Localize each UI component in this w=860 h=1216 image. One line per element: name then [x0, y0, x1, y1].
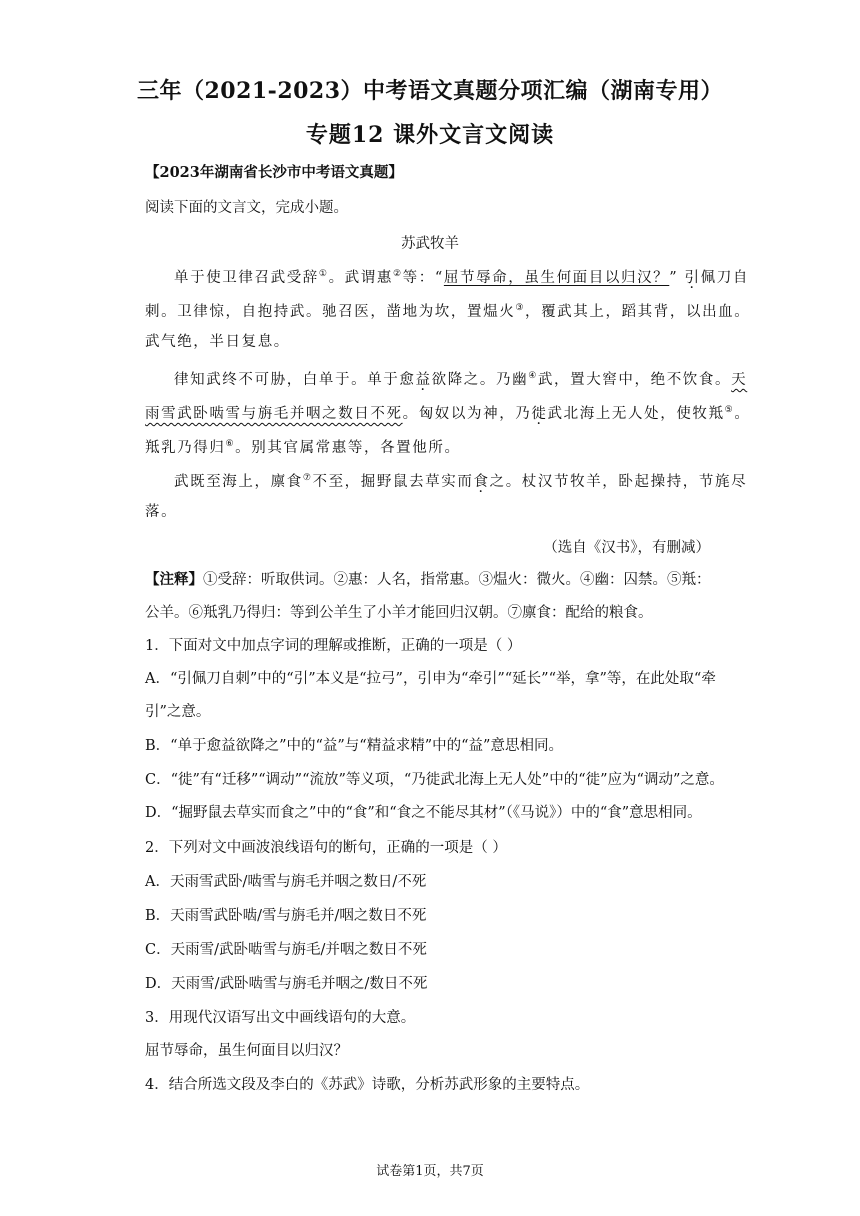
passage-p2-line2: 雨雪武卧啮雪与旃毛并咽之数日不死。匈奴以为神，乃徙武北海上无人处，使牧羝⑤。: [145, 405, 751, 422]
passage-title: 苏武牧羊: [401, 236, 459, 252]
question-1-option-b: B．“单于愈益欲降之”中的“益”与“精益求精”中的“益”意思相同。: [145, 738, 563, 754]
question-4: 4．结合所选文段及李白的《苏武》诗歌，分析苏武形象的主要特点。: [145, 1077, 590, 1093]
question-2: 2．下列对文中画波浪线语句的断句，正确的一项是（ ）: [145, 840, 507, 856]
question-3: 3．用现代汉语写出文中画线语句的大意。: [145, 1010, 416, 1026]
dotted-char-yin: 引: [684, 269, 701, 286]
dotted-char-yi: 益: [415, 371, 432, 388]
passage-p2-line3: 羝乳乃得归⑥。别其官属常惠等，各置他所。: [145, 439, 461, 456]
page-subtitle: 专题12 课外文言文阅读: [305, 122, 555, 148]
page-footer: 试卷第1页，共7页: [376, 1164, 484, 1179]
dotted-char-shi: 食: [473, 473, 490, 490]
question-2-option-c: C．天雨雪/武卧啮雪与旃毛/并咽之数日不死: [145, 942, 427, 958]
underlined-sentence: 屈节辱命，虽生何面目以归汉？: [443, 269, 670, 286]
passage-p2-line1: 律知武终不可胁，白单于。单于愈益欲降之。乃幽④武，置大窖中，绝不饮食。天: [174, 371, 748, 388]
question-1: 1．下面对文中加点字词的理解或推断，正确的一项是（ ）: [145, 638, 522, 654]
wavy-sentence-part2: 雨雪武卧啮雪与旃毛并咽之数日不死: [145, 405, 403, 422]
passage-p1-line2: 刺。卫律惊，自抱持武。驰召医，凿地为坎，置煴火③，覆武其上，蹈其背，以出血。: [145, 303, 751, 320]
passage-source: （选自《汉书》，有删减）: [543, 540, 710, 556]
notes-line2: 公羊。⑥羝乳乃得归：等到公羊生了小羊才能回归汉朝。⑦廪食：配给的粮食。: [145, 605, 653, 621]
question-1-option-d: D．“掘野鼠去草实而食之”中的“食”和“食之不能尽其材”（《马说》）中的“食”意思相同。: [145, 805, 702, 821]
question-1-option-c: C．“徙”有“迁移”“调动”“流放”等义项，“乃徙武北海上无人处”中的“徙”应为“调动”之意。: [145, 772, 724, 788]
question-3-sentence: 屈节辱命，虽生何面目以归汉？: [145, 1043, 348, 1059]
passage-p3-line1: 武既至海上，廪食⑦不至，掘野鼠去草实而食之。杖汉节牧羊，卧起操持，节旄尽: [174, 473, 748, 490]
page-title: 三年（2021-2023）中考语文真题分项汇编（湖南专用）: [136, 78, 724, 104]
instruction: 阅读下面的文言文，完成小题。: [145, 200, 348, 216]
passage-p3-line2: 落。: [145, 504, 178, 520]
wavy-sentence-part1: 天: [731, 371, 748, 388]
notes-line1: 【注释】①受辞：听取供词。②惠：人名，指常惠。③煴火：微火。④幽：囚禁。⑤羝：: [145, 571, 711, 588]
question-2-option-b: B．天雨雪武卧啮/雪与旃毛并/咽之数日不死: [145, 908, 427, 924]
question-1-option-a-line1: A．“引佩刀自刺”中的“引”本义是“拉弓”，引申为“牵引”“延长”“举，拿”等，在此处取“牵: [145, 671, 716, 687]
passage-p1-line3: 武气绝，半日复息。: [145, 334, 290, 350]
section-label: 【2023年湖南省长沙市中考语文真题】: [145, 164, 403, 181]
dotted-char-xi: 徙: [531, 405, 548, 422]
question-2-option-d: D．天雨雪/武卧啮雪与旃毛并咽之/数日不死: [145, 976, 428, 992]
question-2-option-a: A．天雨雪武卧/啮雪与旃毛并咽之数日/不死: [145, 874, 427, 890]
question-1-option-a-line2: 引”之意。: [145, 704, 211, 720]
passage-p1-line1: 单于使卫律召武受辞①。武谓惠②等：“屈节辱命，虽生何面目以归汉？” 引佩刀自: [174, 269, 749, 286]
